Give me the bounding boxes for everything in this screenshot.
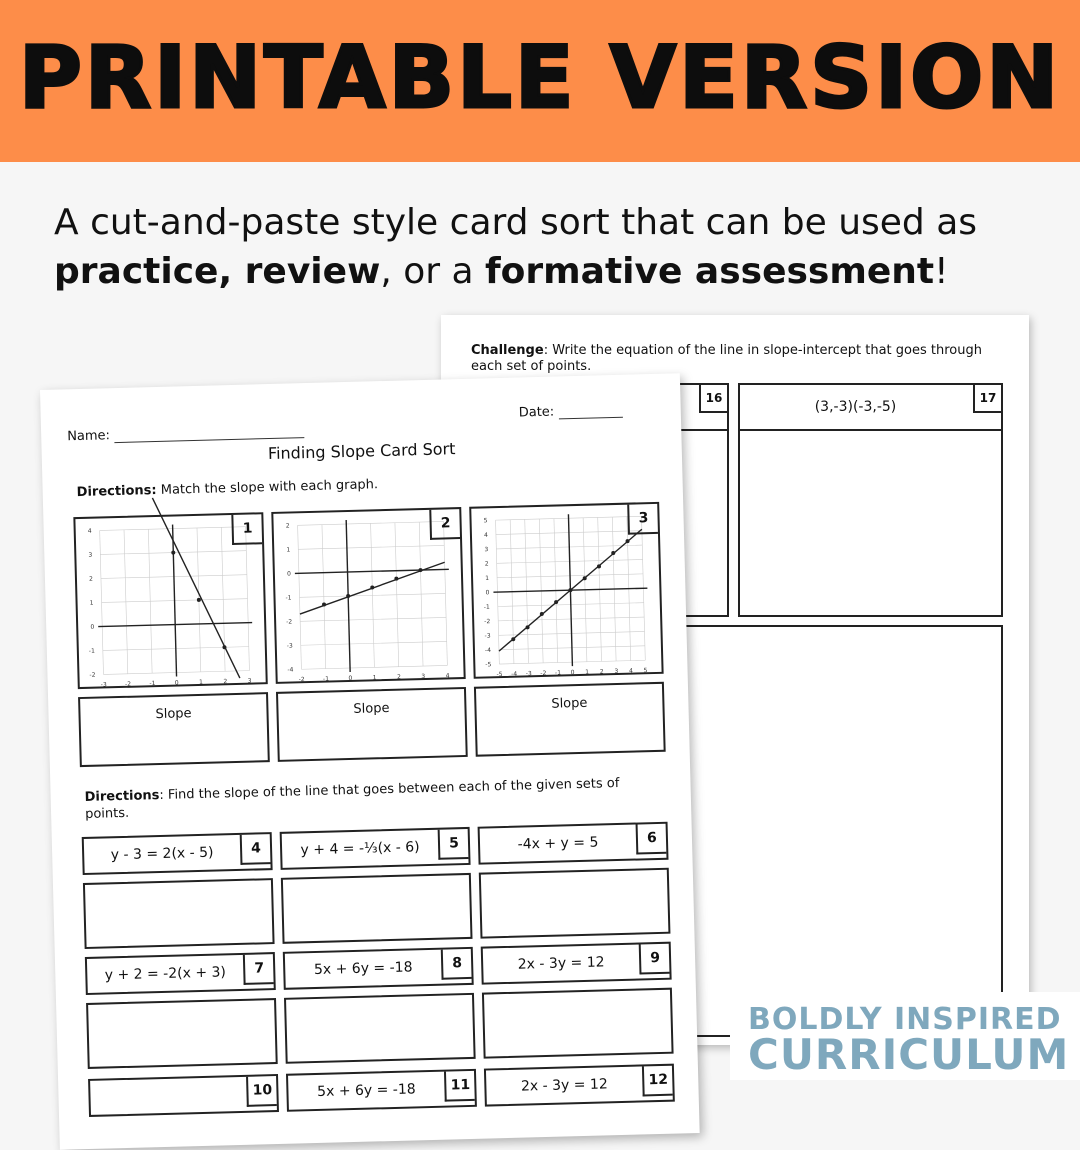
directions-2-text: : Find the slope of the line that goes between each of the given sets of points. (84, 775, 620, 822)
x-tick-label: 4 (628, 667, 633, 675)
x-tick-label: -3 (525, 670, 532, 678)
y-tick-label: 3 (88, 551, 93, 559)
card-number: 17 (973, 385, 1001, 413)
x-tick-label: 0 (348, 674, 353, 683)
eq-card-8 (283, 947, 474, 990)
graph-card-2 (271, 507, 465, 684)
y-tick-label: -1 (285, 594, 292, 602)
card-number: 16 (699, 385, 727, 413)
card-number: 5 (438, 829, 469, 860)
card-17-text: (3,-3)(-3,-5) (814, 399, 897, 415)
x-tick-label: 0 (570, 669, 575, 677)
name-line (114, 437, 304, 443)
y-tick-label: -4 (484, 646, 492, 655)
x-tick-label: 2 (396, 673, 401, 681)
intro-end: ! (934, 251, 949, 292)
eq-text: y + 2 = -2(x + 3) (104, 964, 227, 984)
challenge-text: : Write the equation of the line in slope-intercept that goes through each set of points. (471, 343, 982, 374)
card-17-header (738, 383, 1003, 431)
brand-logo (730, 992, 1080, 1080)
x-tick-label: 4 (445, 672, 450, 680)
directions-1-text: Match the slope with each graph. (156, 477, 379, 498)
y-tick-label: -1 (88, 647, 95, 655)
date-line (559, 417, 623, 420)
card-number: 12 (642, 1066, 673, 1097)
x-tick-label: 0 (174, 679, 179, 687)
card-number: 1 (231, 514, 262, 545)
y-tick-label: 4 (87, 527, 92, 535)
answer-box-8 (284, 993, 476, 1064)
card-17-answer (738, 429, 1003, 617)
x-tick-label: -2 (298, 676, 305, 684)
y-tick-label: -2 (89, 671, 96, 679)
y-tick-label: 2 (89, 575, 94, 583)
answer-box-4 (83, 878, 275, 949)
directions-1 (77, 477, 379, 500)
eq-card-12 (484, 1064, 675, 1107)
slope-label: Slope (353, 700, 390, 717)
y-tick-label: 1 (286, 546, 291, 554)
date-field (519, 403, 623, 421)
y-tick-label: -5 (485, 661, 492, 669)
y-tick-label: -2 (286, 618, 293, 626)
date-label: Date: (518, 404, 555, 421)
card-number: 10 (246, 1076, 277, 1107)
y-tick-label: 0 (485, 589, 490, 597)
logo-line-1: BOLDLY INSPIRED (748, 1002, 1062, 1037)
answer-box-9 (482, 988, 674, 1059)
graph-card-1 (73, 512, 267, 689)
answer-box-5 (281, 873, 473, 944)
x-tick-label: -2 (124, 680, 132, 688)
x-tick-label: -3 (100, 681, 107, 689)
answer-box-6 (479, 868, 671, 939)
name-field (67, 423, 304, 444)
slope-box-2 (276, 687, 468, 762)
eq-card-4 (82, 832, 273, 875)
y-tick-label: 4 (484, 531, 489, 539)
y-tick-label: 1 (485, 574, 490, 583)
slope-label: Slope (551, 695, 588, 712)
x-tick-label: -4 (511, 670, 518, 678)
x-tick-label: 2 (223, 678, 228, 686)
intro-bold-2: formative assessment (485, 251, 935, 292)
card-number: 9 (639, 944, 670, 975)
eq-text: 2x - 3y = 12 (520, 1076, 608, 1095)
x-tick-label: -1 (554, 669, 562, 677)
intro-bold-1: practice, review (54, 251, 381, 292)
y-tick-label: 1 (89, 599, 94, 607)
slope-label: Slope (155, 706, 192, 723)
y-tick-label: 2 (285, 522, 290, 530)
intro-text (54, 198, 1044, 296)
x-tick-label: -5 (496, 670, 503, 679)
x-tick-label: 1 (199, 678, 204, 686)
x-tick-label: 3 (421, 673, 426, 681)
eq-card-9 (481, 942, 672, 985)
challenge-label: Challenge (471, 343, 544, 358)
card-number: 7 (243, 954, 274, 985)
x-tick-label: 3 (247, 677, 252, 685)
eq-text: y - 3 = 2(x - 5) (110, 844, 214, 864)
name-label: Name: (67, 428, 111, 445)
eq-card-6 (478, 822, 669, 865)
y-tick-label: 5 (483, 517, 488, 525)
x-tick-label: 5 (643, 667, 648, 675)
eq-text (90, 1077, 247, 1115)
y-tick-label: -3 (286, 642, 293, 650)
banner (0, 0, 1080, 162)
directions-2 (84, 774, 645, 823)
card-number: 6 (636, 824, 667, 855)
eq-text: 5x + 6y = -18 (313, 959, 413, 979)
x-tick-label: -1 (149, 680, 156, 688)
intro-mid: , or a (380, 251, 485, 292)
y-tick-label: 2 (484, 560, 489, 568)
eq-card-11 (286, 1069, 477, 1112)
intro-line-1: A cut-and-paste style card sort that can be used as (54, 202, 978, 243)
x-tick-label: -2 (540, 669, 547, 677)
x-tick-label: 3 (614, 667, 619, 676)
answer-box-7 (86, 998, 278, 1069)
directions-1-label: Directions: (76, 482, 157, 501)
intro-line-2 (54, 247, 1044, 296)
eq-card-7 (85, 952, 276, 995)
graph-point (197, 598, 201, 602)
y-tick-label: 3 (484, 546, 489, 554)
worksheet-title: Finding Slope Card Sort (267, 439, 456, 464)
eq-card-5 (280, 827, 471, 870)
y-tick-label: -4 (287, 666, 294, 674)
challenge-directions (471, 343, 1001, 375)
x-tick-label: 1 (372, 674, 377, 682)
eq-text: -4x + y = 5 (517, 834, 599, 853)
y-tick-label: -2 (484, 618, 491, 626)
y-tick-label: -3 (484, 632, 491, 640)
x-tick-label: -1 (322, 675, 330, 683)
graph-point (171, 551, 175, 555)
card-number: 11 (444, 1071, 475, 1102)
banner-title: PRINTABLE VERSION (18, 28, 1062, 128)
graph-card-3 (469, 502, 663, 679)
y-tick-label: 0 (90, 623, 95, 631)
eq-text: 2x - 3y = 12 (517, 954, 605, 973)
x-tick-label: 1 (585, 668, 590, 676)
directions-2-label: Directions (84, 788, 160, 805)
y-tick-label: -1 (483, 603, 490, 611)
y-tick-label: 0 (286, 570, 291, 578)
eq-text: 5x + 6y = -18 (316, 1081, 416, 1100)
slope-box-1 (78, 692, 270, 767)
eq-card-10 (88, 1074, 279, 1117)
logo-line-2: CURRICULUM (748, 1030, 1070, 1079)
front-worksheet (40, 373, 700, 1149)
card-number: 3 (627, 504, 658, 535)
x-tick-label: 2 (599, 668, 604, 676)
card-number: 4 (240, 834, 271, 865)
slope-box-3 (474, 682, 666, 757)
eq-text: y + 4 = -⅓(x - 6) (300, 839, 420, 859)
graph-line (152, 496, 239, 681)
card-number: 8 (441, 949, 472, 980)
card-number: 2 (429, 509, 460, 540)
